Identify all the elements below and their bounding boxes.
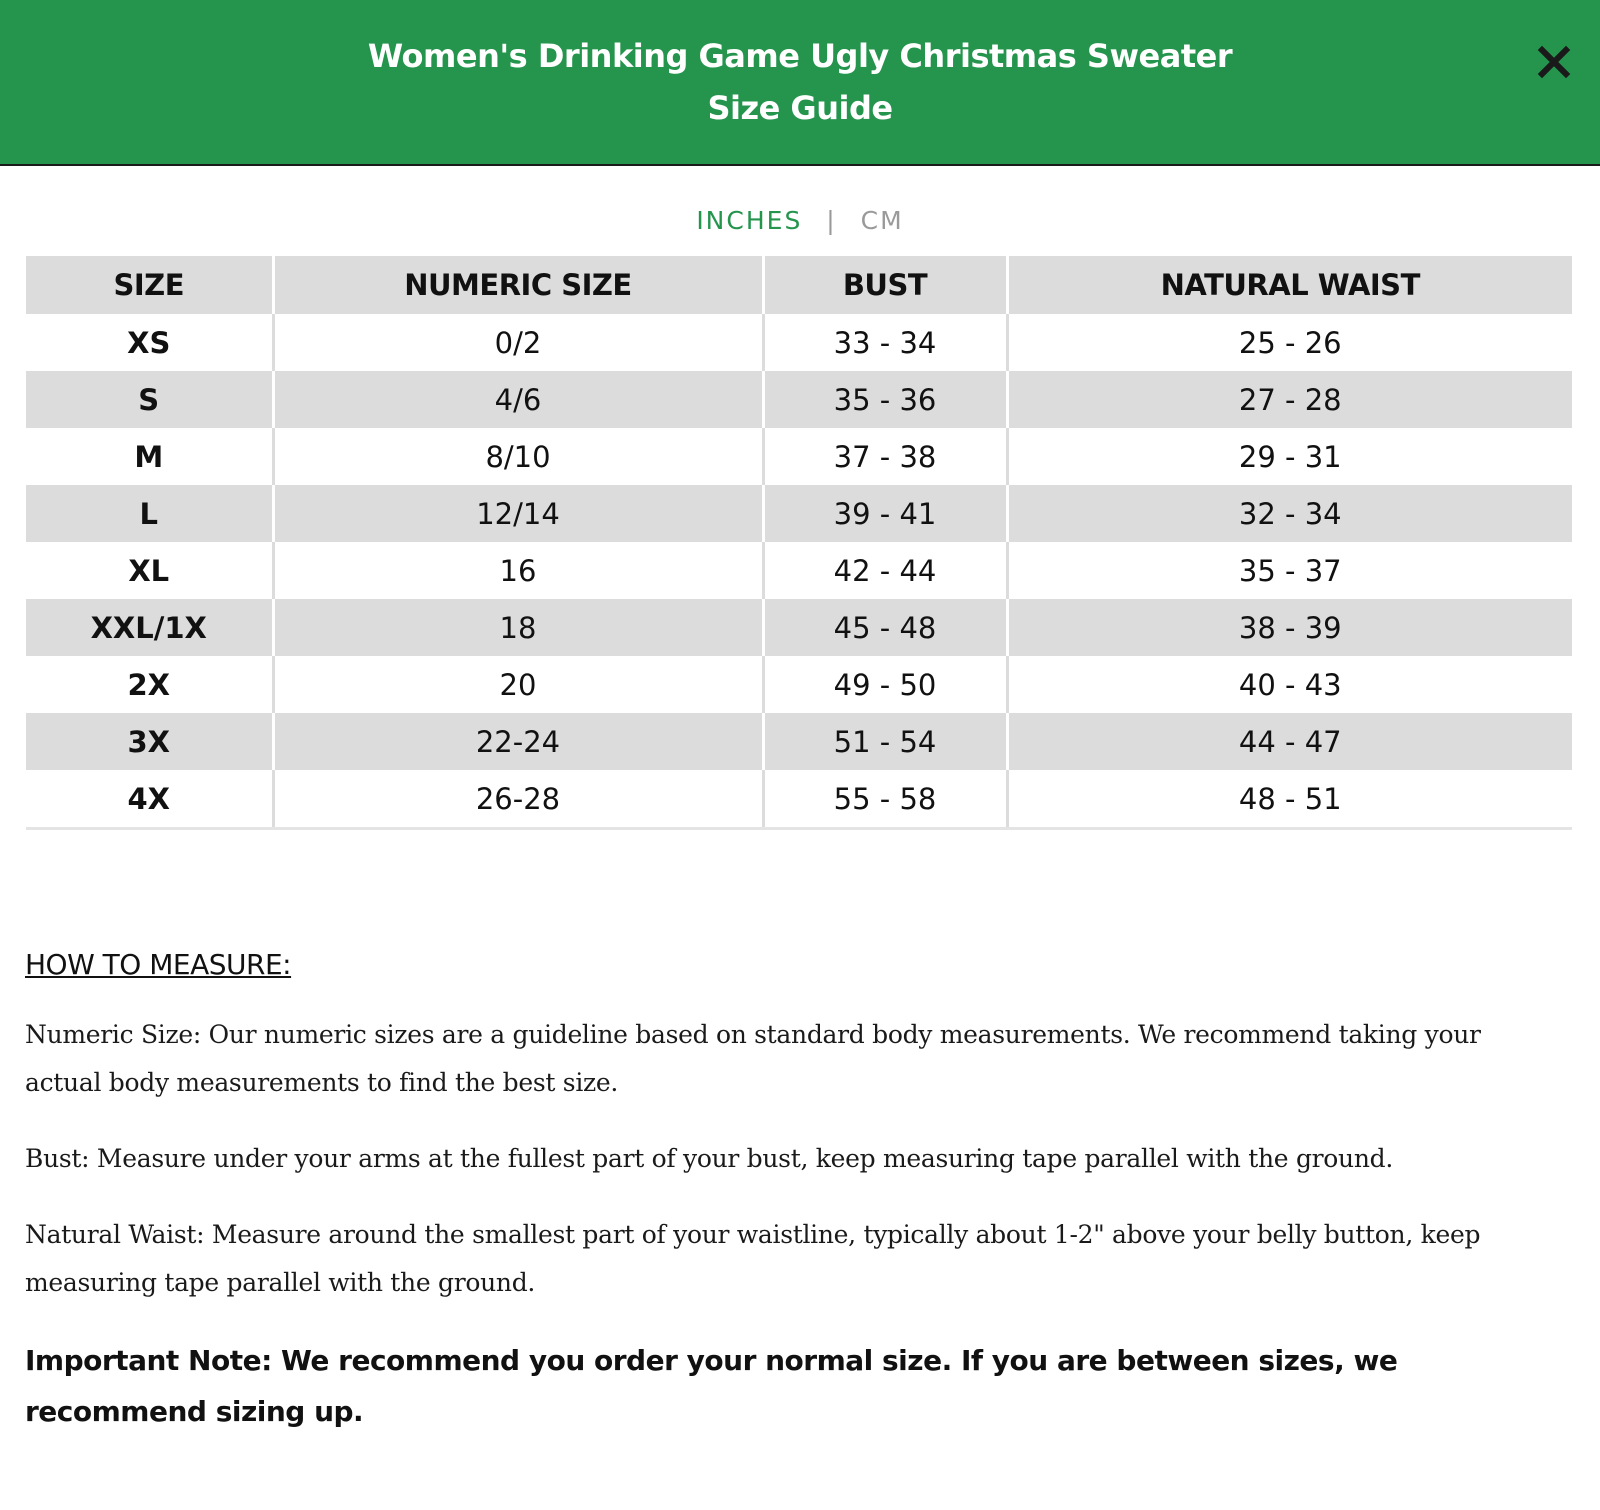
size-cell: XS [26, 314, 273, 371]
size-cell: XXL/1X [26, 599, 273, 656]
how-to-measure-heading: HOW TO MEASURE: [25, 948, 292, 981]
numeric-size-cell: 20 [273, 656, 763, 713]
unit-inches-tab[interactable]: INCHES [696, 206, 803, 235]
bust-cell: 45 - 48 [763, 599, 1007, 656]
bust-cell: 49 - 50 [763, 656, 1007, 713]
numeric-size-cell: 16 [273, 542, 763, 599]
close-button[interactable] [1530, 38, 1578, 86]
column-header-size: SIZE [26, 256, 273, 314]
bust-cell: 51 - 54 [763, 713, 1007, 770]
table-row [26, 656, 1572, 713]
column-header-numeric-size: NUMERIC SIZE [273, 256, 763, 314]
size-cell: S [26, 371, 273, 428]
numeric-size-cell: 26-28 [273, 770, 763, 829]
size-cell: L [26, 485, 273, 542]
size-cell: 4X [26, 770, 273, 829]
numeric-size-cell: 8/10 [273, 428, 763, 485]
bust-cell: 42 - 44 [763, 542, 1007, 599]
natural-waist-cell: 32 - 34 [1007, 485, 1572, 542]
bust-cell: 35 - 36 [763, 371, 1007, 428]
modal-header [0, 0, 1600, 166]
numeric-size-instructions: Numeric Size: Our numeric sizes are a guideline based on standard body measurements. We recommend taking your actual body measurements to find the best size. [25, 1020, 1481, 1097]
natural-waist-cell: 25 - 26 [1007, 314, 1572, 371]
table-row [26, 314, 1572, 371]
natural-waist-cell: 29 - 31 [1007, 428, 1572, 485]
bust-instructions: Bust: Measure under your arms at the fullest part of your bust, keep measuring tape parallel with the ground. [25, 1144, 1393, 1173]
unit-separator: | [826, 206, 837, 235]
important-note: Important Note: We recommend you order your normal size. If you are between sizes, we recommend sizing up. [25, 1344, 1398, 1428]
table-header-row [26, 256, 1572, 314]
bust-cell: 55 - 58 [763, 770, 1007, 829]
table-row [26, 599, 1572, 656]
natural-waist-cell: 35 - 37 [1007, 542, 1572, 599]
size-cell: M [26, 428, 273, 485]
bust-cell: 39 - 41 [763, 485, 1007, 542]
table-row [26, 428, 1572, 485]
table-row [26, 485, 1572, 542]
close-icon [1530, 38, 1578, 86]
bust-cell: 37 - 38 [763, 428, 1007, 485]
modal-title-line-1: Women's Drinking Game Ugly Christmas Sweater [367, 37, 1233, 75]
numeric-size-cell: 22-24 [273, 713, 763, 770]
natural-waist-cell: 44 - 47 [1007, 713, 1572, 770]
table-row [26, 713, 1572, 770]
natural-waist-cell: 38 - 39 [1007, 599, 1572, 656]
natural-waist-instructions: Natural Waist: Measure around the smallest part of your waistline, typically about 1-2" above your belly button, keep measuring tape parallel with the ground. [25, 1220, 1481, 1297]
size-cell: 2X [26, 656, 273, 713]
how-to-measure-section [25, 948, 1555, 1465]
table-row [26, 770, 1572, 829]
numeric-size-cell: 4/6 [273, 371, 763, 428]
unit-toggle [0, 200, 1600, 241]
unit-cm-tab[interactable]: CM [860, 206, 904, 235]
size-cell: XL [26, 542, 273, 599]
column-header-natural-waist: NATURAL WAIST [1007, 256, 1572, 314]
table-row [26, 542, 1572, 599]
numeric-size-cell: 12/14 [273, 485, 763, 542]
size-cell: 3X [26, 713, 273, 770]
numeric-size-cell: 18 [273, 599, 763, 656]
numeric-size-cell: 0/2 [273, 314, 763, 371]
bust-cell: 33 - 34 [763, 314, 1007, 371]
column-header-bust: BUST [763, 256, 1007, 314]
size-chart-table [26, 256, 1572, 830]
table-row [26, 371, 1572, 428]
natural-waist-cell: 27 - 28 [1007, 371, 1572, 428]
modal-title [200, 30, 1400, 134]
natural-waist-cell: 48 - 51 [1007, 770, 1572, 829]
natural-waist-cell: 40 - 43 [1007, 656, 1572, 713]
modal-title-line-2: Size Guide [707, 89, 893, 127]
